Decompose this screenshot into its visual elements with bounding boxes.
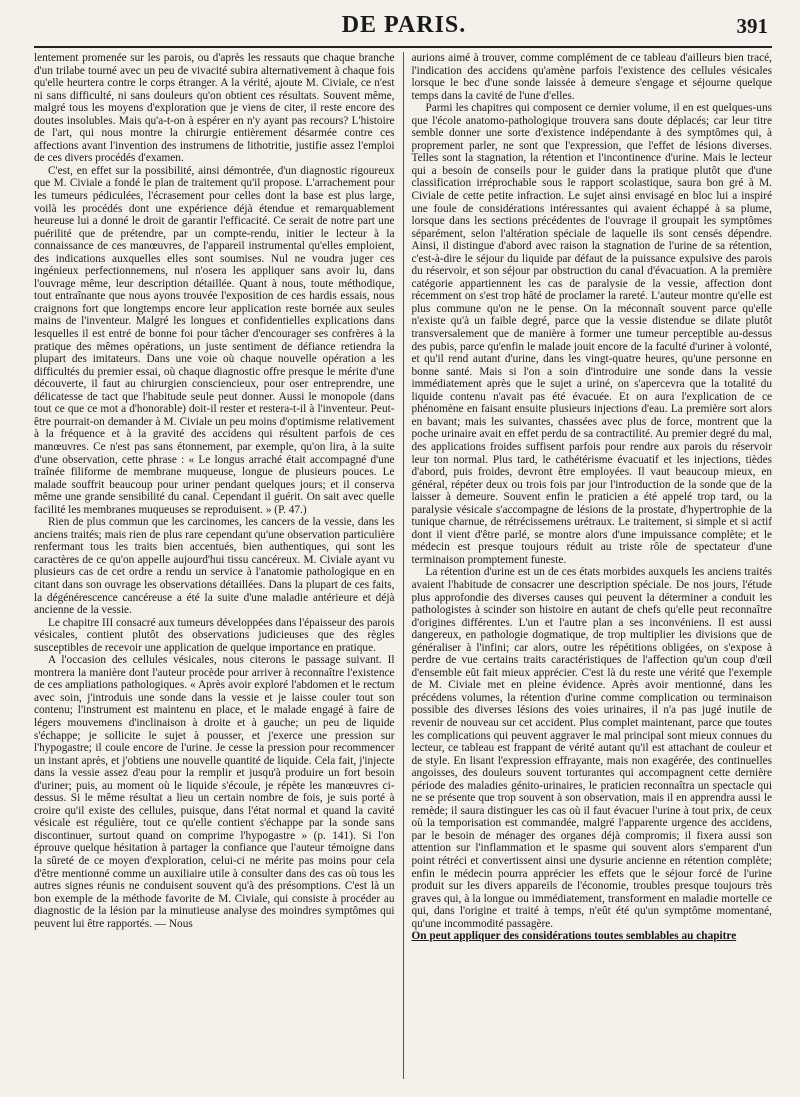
paragraph: Le chapitre III consacré aux tumeurs développées dans l'épaisseur des parois vésicales, contient plutôt des observations judicieuses que des règles susceptibles de recevoir une application de quelque importance en pratique.: [34, 616, 395, 654]
paragraph: Rien de plus commun que les carcinomes, les cancers de la vessie, dans les anciens traités; mais rien de plus rare cependant qu'une observation particulière renfermant tous les traits bien accentués, bien authentiques, qui sont les caractères de ce qu'on appelle aujourd'hui tissu cancéreux. M. Civiale ayant vu plusieurs cas de cet ordre a rendu un service à l'anatomie pathologique en en citant dans son ouvrage les observations détaillées. Dans la plupart de ces faits, la dégénérescence cancéreuse a été la suite d'une maladie antérieure et déjà ancienne de la vessie.: [34, 516, 395, 617]
paragraph: A l'occasion des cellules vésicales, nous citerons le passage suivant. Il montrera la manière dont l'auteur procède pour arriver à reconnaître l'existence de ces ampliations pathologiques. « Après avoir exploré l'abdomen et le rectum avec soin, j'introduis une sonde dans la vessie et je laisse couler tout son contenu; l'instrument est maintenu en place, et le malade engagé à faire de légers mouvemens d'inclinaison à droite et à gauche; un peu de liquide s'échappe; je sollicite le sujet à pousser, et j'exerce une pression sur l'hypogastre; il coule encore de l'urine. Je cesse la pression pour recommencer un instant après, et j'obtiens une nouvelle quantité de liquide. Cela fait, j'injecte dans la vessie assez d'eau pour la remplir et jusqu'à produire un fort besoin d'uriner; puis, au moment où le liquide s'écoule, je répète les manœuvres ci-dessus. Si le même résultat a lieu un certain nombre de fois, je suis porté à croire qu'il existe des cellules, puisque, dans l'état normal et quand la cavité vésicale est régulière, tout ce qu'elle contient s'échappe par la sonde sans discontinuer, surtout quand on comprime l'hypogastre » (p. 141). Si l'on éprouve quelque hésitation à partager la confiance que l'auteur témoigne dans la sûreté de ce moyen d'exploration, celui-ci ne mérite pas moins pour cela d'être mentionné comme un auxiliaire utile à consulter dans des cas où tous les autres signes réunis ne conduisent souvent qu'à des présomptions. C'est là un bon exemple de la méthode favorite de M. Civiale, qui consiste à procéder au diagnostic de la lésion par la minutieuse analyse des moindres symptômes qui peuvent lui être rapportés. — Nous: [34, 654, 395, 930]
paragraph: La rétention d'urine est un de ces états morbides auxquels les anciens traités avaient l'habitude de consacrer une description spéciale. De nos jours, l'étude plus approfondie des diverses causes qui peuvent la déterminer a conduit les pathologistes à scinder son histoire en autant de chefs qu'elle peut reconnaître d'origines différentes. L'un et l'autre plan a ses inconvéniens. Il est aussi dangereux, en pathologie dogmatique, de trop multiplier les divisions que de généraliser à l'infini; car alors, outre les répétitions obligées, on s'expose à perdre de vue certains traits caractéristiques de l'affection qu'un coup d'œil d'ensemble eût fait mieux apprécier. C'est là du reste une vérité que l'exemple de M. Civiale met en pleine évidence. Après avoir mentionné, dans les précédens volumes, la rétention d'urine comme complication ou terminaison possible des diverses lésions des voies urinaires, il n'a pas jugé inutile de revenir de nouveau sur cet accident. Plus complet maintenant, parce que toutes les complications qui peuvent aggraver le mal principal sont mieux connues du lecteur, ce tableau est frappant de vérité autant qu'il est attachant de couleur et de style. En lisant l'expression effrayante, mais non exagérée, des continuelles angoisses, des douleurs souvent torturantes qui accompagnent cette dernière période des maladies génito-urinaires, le praticien reconnaîtra un spectacle qui ne se présente que trop souvent à son observation, mais il en apprendra aussi le remède; il saura distinguer les cas où il faut évacuer l'urine à tout prix, de ceux où la temporisation est commandée, malgré l'apparente urgence des accidens, par le besoin de ménager des organes déjà compromis; il fixera aussi son attention sur l'inflammation et le spasme qui souvent alors s'emparent d'un point rétréci et convertissent ainsi une dysurie ancienne en rétention complète; enfin le médecin pourra apprécier les effets que le séjour forcé de l'urine produit sur les divers appareils de l'économie, troubles presque toujours très graves qui, à la longue ou immédiatement, transforment en maladie mortelle ce qui, dans l'origine et traité à temps, n'eût été qu'un symptôme momentané, qu'une incommodité passagère.: [411, 566, 772, 930]
left-column: [34, 52, 403, 1079]
paragraph: C'est, en effet sur la possibilité, ainsi démontrée, d'un diagnostic rigoureux que M. Civiale a fondé le plan de traitement qu'il propose. L'arrachement pour les tumeurs pédiculées, l'écrasement pour celles dont la base est plus large, voilà les procédés dont une expérience déjà étendue et remarquablement heureuse lui a donné le droit de garantir l'efficacité. Ce serait de notre part une puérilité que de prétendre, par un compte-rendu, initier le lecteur à la connaissance de ces manœuvres, de l'appareil instrumental qu'elles emploient, des indications auxquelles elles sont soumises. Nul ne voudra juger ces ingénieux perfectionnemens, nul n'osera les appliquer sans avoir lu, dans l'ouvrage même, leur description détaillée. Quant à nous, toute méthodique, tout entraînante que nous ayons trouvée l'exposition de ces hardis essais, nous craignons fort que longtemps encore leur application reste bornée aux seules mains de l'inventeur. Malgré les longues et confidentielles explications dans lesquelles il est entré de bonne foi pour tâcher d'encourager ses confrères à la pratique des mêmes opérations, un juste sentiment de défiance retiendra la plupart des imitateurs. Dans une voie où chaque nouvelle opération a les difficultés du premier essai, où chaque diagnostic offre presque le mérite d'une découverte, il faut au chirurgien consciencieux, pour oser entreprendre, une délicatesse de tact que l'habitude seule peut donner. Aussi le monopole (dans tout ce que ce mot a d'honorable) doit-il rester et restera-t-il à l'inventeur. Peut-être pourrait-on demander à M. Civiale un peu moins d'optimisme relativement à la fréquence et à la gravité des accidens qui résultent parfois de ces manœuvres. Ce n'est pas sans étonnement, par exemple, qu'on lira, à la suite d'une observation, cette phrase : « Le longus arraché était accompagné d'une traînée filiforme de membrane muqueuse, longue de plusieurs pouces. Le malade souffrit beaucoup pour uriner pendant quelques jours; et il conserva même une grande sensibilité du canal. Cependant il guérit. On sait avec quelle facilité les membranes muqueuses se reproduisent. » (P. 47.): [34, 164, 395, 516]
paragraph: Parmi les chapitres qui composent ce dernier volume, il en est quelques-uns que l'école anatomo-pathologique trouvera sans doute déplacés; car leur titre semble donner une sorte d'existence indépendante à des symptômes qui, à proprement parler, ne sont que l'expression, que l'effet de lésions diverses. Telles sont la stagnation, la rétention et l'incontinence d'urine. Mais le lecteur qui a besoin de conseils pour le guider dans la pratique plutôt que d'une classification irréprochable sous le rapport scolastique, saura bon gré à M. Civiale de cette petite infraction. Le sujet ainsi envisagé en bloc lui a inspiré une foule de considérations intéressantes qui avaient échappé à sa plume, lorsque dans les sections précédentes de l'ouvrage il groupait les symptômes séparément, selon l'altération spéciale de laquelle ils sont censés dépendre. Ainsi, il distingue d'abord avec raison la stagnation de l'urine de sa rétention, c'est-à-dire le séjour du liquide par défaut de la puissance expulsive des parois du réservoir, et son séjour par obstruction du canal d'évacuation. A la première catégorie appartiennent les cas de paralysie de la vessie, affection dont récemment on s'est trop hâté de proclamer la rareté. L'auteur montre qu'elle est plus commune qu'on ne le pense. On la méconnaît souvent parce qu'elle n'existe qu'à un faible degré, parce que la vessie distendue se dilate plutôt transversalement que de manière à former une tumeur perceptible au-dessus des pubis, parce qu'enfin le malade jouit encore de la faculté d'uriner à volonté, et qu'il rend autant d'urine, dans les vingt-quatre heures, qu'une personne en bonne santé. Mais si l'on a soin d'introduire une sonde dans la vessie immédiatement après que le sujet a uriné, on s'apercevra que la totalité du liquide contenu n'avait pas été évacuée. Et on aura l'explication de ce phénomène en faisant ensuite plusieurs injections d'eau. La première sort alors en bavant; mais les suivantes, chassées avec plus de force, montrent que la poche urinaire avait en effet perdu de sa contractilité. Au premier degré du mal, des applications froides suffisent parfois pour rendre aux parois du réservoir leur ton normal. Plus tard, le cathétérisme évacuatif et les injections, tièdes d'abord, puis froides, devront être employées. Il vaut beaucoup mieux, en général, répéter deux ou trois fois par jour l'introduction de la sonde que de la laisser à demeure. Souvent enfin le praticien a été appelé trop tard, ou la paralysie vésicale s'accompagne de lésions de la prostate, d'hypertrophie de la tunique charnue, de rétrécissemens urétraux. Le traitement, si simple et si actif dont il vient d'être parlé, se montre alors d'une impuissance complète; et le médecin est presque toujours réduit au triste rôle de spectateur d'une terminaison promptement funeste.: [411, 102, 772, 566]
page-header: [40, 12, 768, 42]
paragraph: aurions aimé à trouver, comme complément de ce tableau d'ailleurs bien tracé, l'indication des accidens qu'amène parfois l'existence des cellules vésicales lorsque le bec d'une sonde laissée à demeure s'engage et séjourne quelque temps dans la cavité de l'une d'elles.: [411, 52, 772, 102]
paragraph: On peut appliquer des considérations toutes semblables au chapitre: [411, 930, 737, 943]
text-columns: [34, 52, 772, 1079]
paragraph: lentement promenée sur les parois, ou d'après les ressauts que chaque branche d'un trilabe tourné avec un peu de vivacité subira alternativement à chaque fois qu'elle heurtera contre le corps étranger. A la vérité, ajoute M. Civiale, ce n'est ni sans difficulté, ni sans douleurs qu'on obtient ces résultats. Souvent même, malgré tous les moyens d'exploration que je viens de citer, il reste encore des doutes insolubles. Mais qu'a-t-on à espérer en n'y ayant pas recours? L'histoire de l'art, qui nous montre la chirurgie entièrement désarmée contre ces affections avant l'invention des instrumens de lithotritie, justifie assez l'emploi de ces divers procédés d'examen.: [34, 52, 395, 165]
page-number: 391: [736, 14, 768, 38]
right-column: [403, 52, 773, 1079]
running-title: DE PARIS.: [341, 12, 467, 38]
header-rule: [34, 46, 772, 48]
